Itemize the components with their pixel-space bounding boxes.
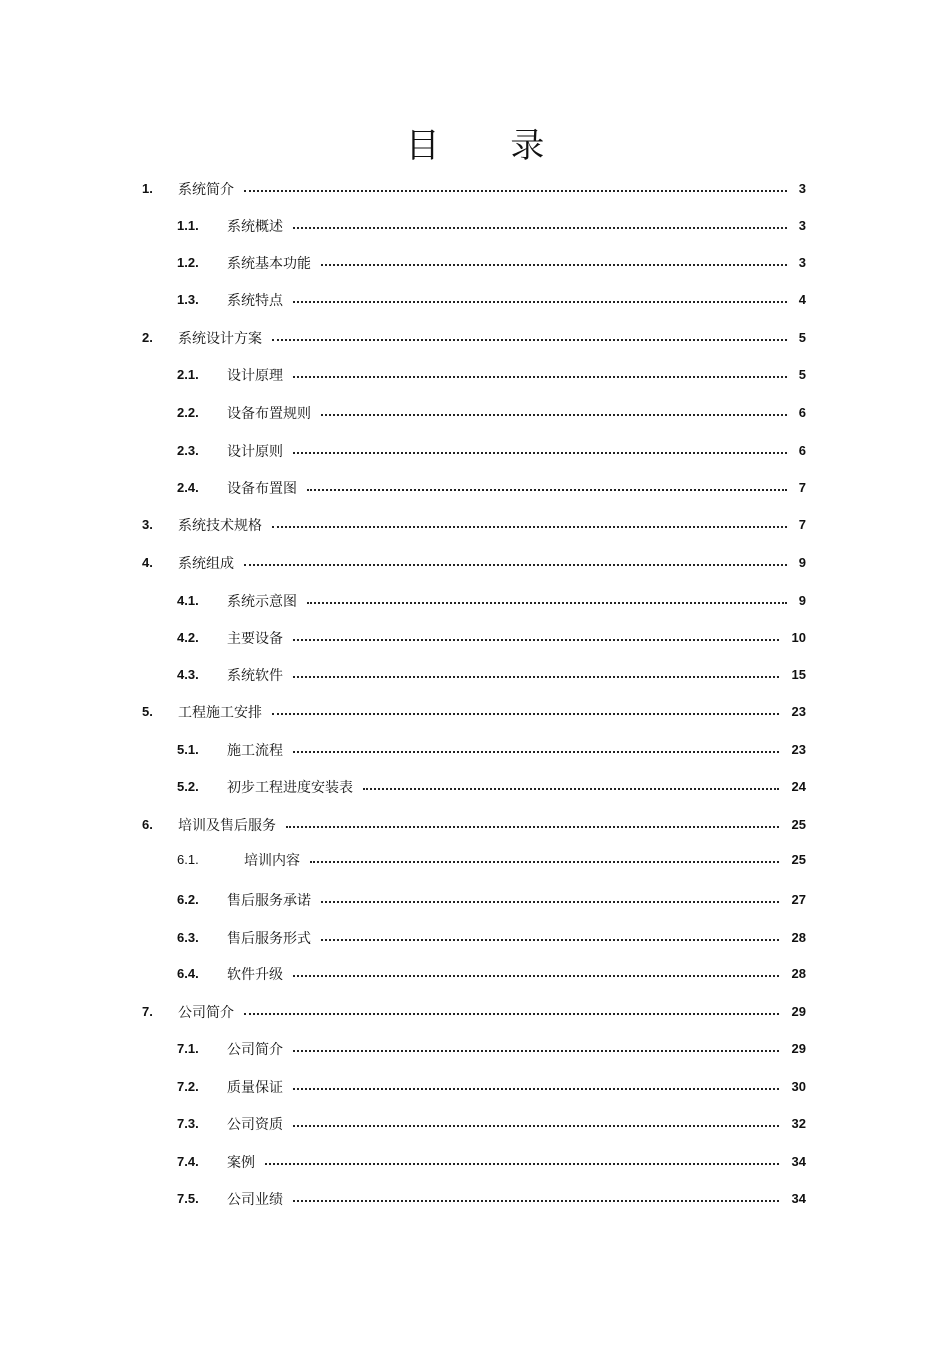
toc-entry-label: 设计原理 bbox=[227, 368, 283, 384]
toc-leader-dots bbox=[293, 301, 787, 303]
toc-entry-page: 25 bbox=[791, 852, 806, 867]
toc-entry-page: 4 bbox=[798, 292, 806, 307]
toc-leader-dots bbox=[307, 602, 787, 604]
toc-entry-number: 4. bbox=[142, 555, 153, 570]
toc-entry-page: 5 bbox=[798, 330, 806, 345]
toc-entry-label: 质量保证 bbox=[227, 1080, 283, 1096]
toc-entry-page: 30 bbox=[791, 1079, 806, 1094]
toc-entry[interactable] bbox=[0, 252, 950, 276]
toc-entry-page: 7 bbox=[798, 517, 806, 532]
toc-leader-dots bbox=[293, 227, 787, 229]
toc-entry-page: 24 bbox=[791, 779, 806, 794]
toc-entry-page: 27 bbox=[791, 892, 806, 907]
toc-entry-number: 2.3. bbox=[177, 443, 199, 458]
toc-entry[interactable] bbox=[0, 927, 950, 951]
toc-entry-label: 培训及售后服务 bbox=[178, 818, 276, 834]
toc-entry-label: 培训内容 bbox=[244, 853, 300, 869]
toc-leader-dots bbox=[293, 1125, 779, 1127]
toc-entry-page: 9 bbox=[798, 593, 806, 608]
toc-leader-dots bbox=[272, 339, 787, 341]
toc-leader-dots bbox=[293, 751, 779, 753]
toc-entry[interactable] bbox=[0, 664, 950, 688]
toc-entry-number: 1.1. bbox=[177, 218, 199, 233]
toc-leader-dots bbox=[307, 489, 787, 491]
toc-entry-label: 系统软件 bbox=[227, 668, 283, 684]
toc-entry[interactable] bbox=[0, 1113, 950, 1137]
toc-leader-dots bbox=[293, 1050, 779, 1052]
toc-entry-page: 28 bbox=[791, 930, 806, 945]
toc-entry-label: 系统概述 bbox=[227, 219, 283, 235]
toc-entry-page: 10 bbox=[791, 630, 806, 645]
toc-entry-page: 34 bbox=[791, 1191, 806, 1206]
toc-entry[interactable] bbox=[0, 327, 950, 351]
toc-leader-dots bbox=[293, 452, 787, 454]
toc-entry-number: 6.1. bbox=[177, 852, 199, 867]
toc-entry[interactable] bbox=[0, 701, 950, 725]
toc-entry-page: 6 bbox=[798, 443, 806, 458]
toc-entry-label: 公司简介 bbox=[227, 1042, 283, 1058]
toc-entry[interactable] bbox=[0, 552, 950, 576]
toc-entry[interactable] bbox=[0, 739, 950, 763]
toc-entry[interactable] bbox=[0, 590, 950, 614]
toc-entry-page: 34 bbox=[791, 1154, 806, 1169]
toc-entry[interactable] bbox=[0, 963, 950, 987]
toc-leader-dots bbox=[272, 713, 779, 715]
toc-entry[interactable] bbox=[0, 814, 950, 838]
toc-entry-number: 6.4. bbox=[177, 966, 199, 981]
toc-entry[interactable] bbox=[0, 1188, 950, 1212]
toc-entry[interactable] bbox=[0, 1076, 950, 1100]
toc-entry-label: 系统组成 bbox=[178, 556, 234, 572]
toc-entry-label: 公司业绩 bbox=[227, 1192, 283, 1208]
toc-entry[interactable] bbox=[0, 776, 950, 800]
toc-entry-page: 15 bbox=[791, 667, 806, 682]
toc-entry[interactable] bbox=[0, 289, 950, 313]
toc-entry-label: 公司资质 bbox=[227, 1117, 283, 1133]
toc-entry-label: 系统特点 bbox=[227, 293, 283, 309]
toc-entry[interactable] bbox=[0, 627, 950, 651]
toc-entry-number: 7.4. bbox=[177, 1154, 199, 1169]
toc-entry-page: 6 bbox=[798, 405, 806, 420]
toc-entry-page: 9 bbox=[798, 555, 806, 570]
toc-entry[interactable] bbox=[0, 477, 950, 501]
toc-entry-number: 2.1. bbox=[177, 367, 199, 382]
toc-entry-page: 29 bbox=[791, 1004, 806, 1019]
toc-entry-number: 6.2. bbox=[177, 892, 199, 907]
toc-entry[interactable] bbox=[0, 1151, 950, 1175]
toc-leader-dots bbox=[310, 861, 779, 863]
toc-entry-number: 5. bbox=[142, 704, 153, 719]
toc-entry-page: 3 bbox=[798, 218, 806, 233]
toc-leader-dots bbox=[286, 826, 779, 828]
toc-entry-page: 3 bbox=[798, 255, 806, 270]
toc-entry[interactable] bbox=[0, 889, 950, 913]
toc-entry-number: 1.2. bbox=[177, 255, 199, 270]
toc-entry-label: 案例 bbox=[227, 1155, 255, 1171]
toc-leader-dots bbox=[244, 564, 787, 566]
toc-leader-dots bbox=[321, 901, 779, 903]
toc-leader-dots bbox=[293, 639, 779, 641]
toc-entry-label: 设计原则 bbox=[227, 444, 283, 460]
toc-leader-dots bbox=[293, 376, 787, 378]
toc-entry-number: 6.3. bbox=[177, 930, 199, 945]
toc-entry-label: 系统设计方案 bbox=[178, 331, 262, 347]
toc-entry[interactable] bbox=[0, 440, 950, 464]
toc-leader-dots bbox=[293, 975, 779, 977]
toc-entry-number: 7.1. bbox=[177, 1041, 199, 1056]
toc-entry[interactable] bbox=[0, 178, 950, 202]
toc-entry-label: 系统基本功能 bbox=[227, 256, 311, 272]
toc-entry-page: 25 bbox=[791, 817, 806, 832]
toc-entry-label: 软件升级 bbox=[227, 967, 283, 983]
toc-entry-number: 2. bbox=[142, 330, 153, 345]
toc-entry-number: 4.3. bbox=[177, 667, 199, 682]
toc-entry-label: 设备布置规则 bbox=[227, 406, 311, 422]
toc-leader-dots bbox=[321, 264, 787, 266]
toc-entry-number: 3. bbox=[142, 517, 153, 532]
toc-entry-number: 1. bbox=[142, 181, 153, 196]
toc-entry-number: 7.2. bbox=[177, 1079, 199, 1094]
toc-entry-label: 主要设备 bbox=[227, 631, 283, 647]
toc-entry-label: 施工流程 bbox=[227, 743, 283, 759]
toc-entry[interactable] bbox=[0, 364, 950, 388]
toc-entry[interactable] bbox=[0, 402, 950, 426]
toc-leader-dots bbox=[244, 190, 787, 192]
toc-entry-number: 7.3. bbox=[177, 1116, 199, 1131]
toc-entry[interactable] bbox=[0, 215, 950, 239]
toc-entry-label: 售后服务形式 bbox=[227, 931, 311, 947]
toc-entry-label: 公司简介 bbox=[178, 1005, 234, 1021]
toc-entry-page: 28 bbox=[791, 966, 806, 981]
toc-entry-page: 7 bbox=[798, 480, 806, 495]
toc-entry-number: 5.2. bbox=[177, 779, 199, 794]
toc-entry-number: 6. bbox=[142, 817, 153, 832]
toc-entry-label: 系统示意图 bbox=[227, 594, 297, 610]
toc-entry-number: 2.2. bbox=[177, 405, 199, 420]
toc-entry[interactable] bbox=[0, 849, 950, 873]
toc-leader-dots bbox=[293, 676, 779, 678]
toc-entry-page: 23 bbox=[791, 742, 806, 757]
toc-leader-dots bbox=[363, 788, 779, 790]
toc-entry-number: 4.1. bbox=[177, 593, 199, 608]
toc-leader-dots bbox=[321, 414, 787, 416]
toc-entry-page: 32 bbox=[791, 1116, 806, 1131]
toc-entry-page: 23 bbox=[791, 704, 806, 719]
toc-entry-label: 初步工程进度安装表 bbox=[227, 780, 353, 796]
toc-leader-dots bbox=[293, 1088, 779, 1090]
toc-entry[interactable] bbox=[0, 514, 950, 538]
toc-leader-dots bbox=[265, 1163, 779, 1165]
toc-entry-page: 3 bbox=[798, 181, 806, 196]
toc-entry-number: 7.5. bbox=[177, 1191, 199, 1206]
toc-leader-dots bbox=[321, 939, 779, 941]
toc-leader-dots bbox=[244, 1013, 779, 1015]
toc-leader-dots bbox=[272, 526, 787, 528]
toc-entry-number: 4.2. bbox=[177, 630, 199, 645]
toc-title: 目 录 bbox=[405, 126, 575, 166]
toc-entry-page: 29 bbox=[791, 1041, 806, 1056]
toc-entry-number: 5.1. bbox=[177, 742, 199, 757]
toc-entry-number: 2.4. bbox=[177, 480, 199, 495]
toc-entry[interactable] bbox=[0, 1038, 950, 1062]
toc-entry-number: 1.3. bbox=[177, 292, 199, 307]
toc-entry-label: 系统技术规格 bbox=[178, 518, 262, 534]
toc-entry-label: 设备布置图 bbox=[227, 481, 297, 497]
toc-entry-number: 7. bbox=[142, 1004, 153, 1019]
toc-entry-label: 系统简介 bbox=[178, 182, 234, 198]
toc-entry-page: 5 bbox=[798, 367, 806, 382]
toc-entry-label: 工程施工安排 bbox=[178, 705, 262, 721]
toc-leader-dots bbox=[293, 1200, 779, 1202]
toc-entry-label: 售后服务承诺 bbox=[227, 893, 311, 909]
toc-entry[interactable] bbox=[0, 1001, 950, 1025]
